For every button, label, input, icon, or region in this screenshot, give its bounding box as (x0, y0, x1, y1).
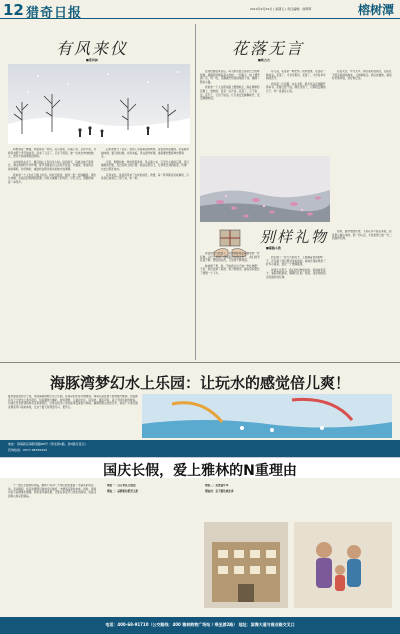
article-1-paragraph: 小时候住在乡下，屋后的山上有许多大树。每到秋天，风就从林子里穿过，满山的树叶沙沙作响，那声音像是有人在低声说话。外婆说，那是风在讲故事呢，你仔细听，就能听到很远很远的地方的事情。 (8, 160, 94, 171)
section-divider (0, 362, 400, 363)
article-title-2: 花落无言 (232, 39, 305, 58)
article-2-paragraph: 我常常一个人在那条路上慢慢地走，踩在厚厚的花瓣上，软软的，没有一点声音。花落了，它不说话；花开了，它也不说话。它只是安安静静地开，安安静静地落。 (200, 86, 260, 101)
page-number: 12 (3, 1, 24, 19)
article-3-column-2 (266, 256, 328, 358)
ad-1-address: 地址：滨海新区海豚湾路88号（乘坐游2路、游3路可直达） (8, 442, 88, 446)
column-name: 榕树潭 (357, 3, 394, 17)
article-2-paragraph: 我捡起一片花瓣，夹在书里。很多年以后再翻开那本书，花瓣已经干枯，颜色也淡了，可那段安静的日子，却一直留在心里。 (266, 82, 326, 93)
article-author-1: ■郑风林 (86, 58, 98, 62)
snow-scene-image (8, 64, 190, 144)
article-3-paragraph: 爸爸生日那天，我们把礼物送给他。爸爸看着贺卡，看着那瓶星星，眼睛红红的。他说，这是他收到过的最好的礼物。 (266, 268, 326, 279)
ad-2-body: 十一国庆长假即将来临，雅林广场为广大市民朋友准备了丰富多彩的活动。活动期间，到店消费即可参加幸运抽奖，丰厚奖品等你来拿。同时，商场内各大品牌推出满减、折扣等多重优惠，让您在享受节日欢乐的同时，也能买到称心如意的商品。 (8, 484, 97, 498)
ad-2-subheading: 理由三：美食嘉年华 (205, 484, 229, 487)
article-3-column-1 (200, 252, 262, 358)
article-title-3: 别样礼物 (260, 228, 329, 246)
page-header (0, 0, 400, 19)
article-3-paragraph: 妹妹想了想，说：不如我们自己做一份礼物吧！于是，我们找来了彩纸、剪刀和胶水，躲在房间里忙了整整一个下午。 (200, 264, 260, 275)
ad-2-column-1 (8, 484, 98, 614)
ad-1-body-1: 夏季最炎热的日子里，来到海豚湾梦幻水上乐园，在清凉的水里尽情嬉戏，体验从高处滑下的刺激与畅快。乐园拥有多个大型水上游乐项目，包括超级大喇叭、旋风滑道、儿童戏水区、造浪池、漂流河等，适合不同年龄的游客。乐园还设有舒适的休息区和餐饮区，让您在玩水之余也能享受美食与休闲。暑期特惠火热进行中，欢迎广大市民朋友携家带口前来体验，让这个夏天玩得更尽兴、更开心。 (8, 395, 138, 409)
column-divider (195, 24, 196, 360)
article-1-paragraph: 后来我离开了家乡，来到了这座海边的城市。这里的风是咸的，带着海水的味道。夏天的时候，台风来临，风在窗外呼啸，像是要把整座城市都卷走。 (101, 148, 189, 159)
fallen-petals-image (200, 156, 330, 222)
article-3-paragraph: 爸爸的生日快到了，我和妹妹商量着要送他一份礼物。买什么好呢？商场里的东西太贵了，我们的零花钱不够；便宜的东西，又觉得不够特别。 (200, 252, 260, 263)
article-3-paragraph: 原来，最珍贵的礼物，不是花多少钱买来的，而是用心做出来的。那一份心意，才是世界上独一无二的别样礼物。 (332, 230, 392, 241)
ad-1-title: 海豚湾梦幻水上乐园：让玩水的感觉倍儿爽！ (49, 374, 350, 392)
shopping-mall-image (204, 522, 288, 608)
ad-2-column-2 (102, 484, 196, 614)
article-title-1: 有风来仪 (56, 39, 129, 58)
article-2-paragraph: 花落无言，岁月无声。那些美好的东西，总是在不经意间悄悄地来，又悄悄地走。我们能做的，就是好好地珍惜，好好地记住。 (332, 70, 392, 81)
article-3-column-3 (332, 230, 394, 358)
article-1-paragraph: 我常常一个人坐在门槛上听风。风吹过稻田，稻浪一层一层地翻滚；风吹过池塘，水面泛起细细的涟漪；风吹过屋檐下的风铃，叮叮当当，清脆得像是一串笑声。 (8, 173, 96, 184)
article-1-paragraph: 如果我是一棵树，我希望有一阵风，从山里来，从海上来，从远方来，为我带来那个季节的消息。风来了又走了，它从不停留，像一位来去匆匆的旅人，把远方的故事说给我听。 (8, 148, 96, 159)
ad-2-contact: 电话：400-68-91710（公交路线：400 雅林购物广场站 / 乘坐游2路） 地址：滨海大道与商业路交叉口 (105, 622, 295, 627)
ad-2-subheading: 理由二：品牌折扣低至五折 (107, 489, 139, 493)
ad-2-subheading: 理由四：亲子游乐欢乐多 (205, 489, 234, 493)
newspaper-name: 猎奇日报 (26, 6, 83, 21)
article-1-paragraph: 有风来仪，是说风带来了吉祥的消息。我想，每一阵风都是有故事的，只是我们常常忘了停下来，听一听。 (101, 173, 189, 181)
article-3-paragraph: 我们做了一张大大的贺卡，上面画着爸爸的样子，还写满了我们想对他说的话。妹妹还用彩纸折了好多小星星，装在一个玻璃瓶里。 (266, 256, 326, 267)
article-2-paragraph: 有人说，花落是一种悲伤。我却觉得，花落是一种成全。花落了，才会有果实；花落了，才会有来年新的花开。 (266, 70, 326, 81)
article-author-3: ■郝路小欣 (266, 246, 281, 250)
ad-1-footer (0, 440, 400, 457)
ad-1-hotline: 咨询热线：0577-98765432 (8, 448, 47, 452)
ad-2-footer (0, 617, 400, 634)
article-2-paragraph: 住到校园里来以后，每天都会经过那条长长的林荫道。道路两旁种着高大的树，一到春天，树上便开满了花，风一吹，花瓣就纷纷扬扬地落下来，铺满了整条小路。 (200, 70, 260, 84)
edition-info: 2014年9月29日 | 星期五 | 责任编辑：徐辉辉 (250, 7, 312, 11)
article-2-column-3 (332, 70, 394, 222)
ad-2-title: 国庆长假，爱上雅林的N重理由 (103, 463, 297, 479)
family-photo-image (294, 522, 392, 608)
water-park-image (142, 394, 392, 438)
article-1-paragraph: 可是，即便如此，我依然喜欢风。风从海上来，它见过大海的辽阔，见过渔船的归航，见过岛屿上的灯塔。我站在阳台上，让风吹过我的脸庞，仿佛也去过那些地方。 (101, 160, 189, 171)
article-1-column-right (101, 148, 189, 354)
ad-2-subheading: 理由一：百万好礼大放送 (107, 484, 136, 487)
article-author-2: ■欧力力 (258, 58, 270, 62)
article-1-column-left (8, 148, 96, 354)
